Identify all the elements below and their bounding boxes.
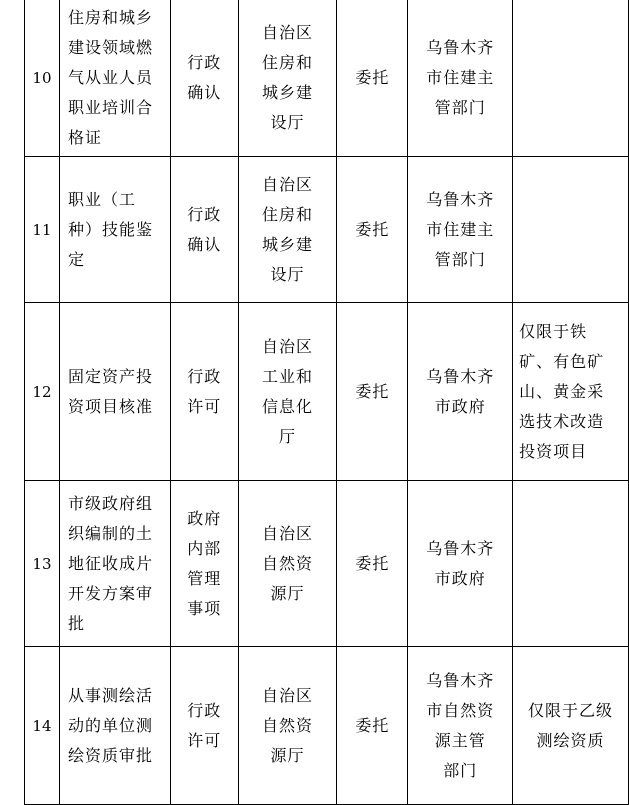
- table-row: [25, 647, 629, 805]
- remark: 仅限于铁 矿、有色矿 山、黄金采 选技术改造 投资项目: [513, 303, 629, 481]
- department: 自治区 住房和 城乡建 设厅: [238, 157, 337, 303]
- department: 自治区 住房和 城乡建 设厅: [238, 0, 337, 157]
- item-name: 住房和城乡 建设领域燃 气从业人员 职业培训合 格证: [59, 0, 170, 157]
- power-list-table: [24, 0, 629, 805]
- table-row: [25, 481, 629, 647]
- row-number: 10: [25, 0, 60, 157]
- receiving-body: 乌鲁木齐 市住建主 管部门: [408, 157, 513, 303]
- item-type: 行政 确认: [170, 157, 238, 303]
- remark: 仅限于乙级 测绘资质: [513, 647, 629, 805]
- item-name: 从事测绘活 动的单位测 绘资质审批: [59, 647, 170, 805]
- receiving-body: 乌鲁木齐 市自然资 源主管 部门: [408, 647, 513, 805]
- item-type: 行政 确认: [170, 0, 238, 157]
- item-name: 市级政府组 织编制的土 地征收成片 开发方案审 批: [59, 481, 170, 647]
- receiving-body: 乌鲁木齐 市政府: [408, 481, 513, 647]
- receiving-body: 乌鲁木齐 市住建主 管部门: [408, 0, 513, 157]
- remark: [513, 0, 629, 157]
- remark: [513, 157, 629, 303]
- item-type: 政府 内部 管理 事项: [170, 481, 238, 647]
- item-type: 行政 许可: [170, 303, 238, 481]
- row-number: 13: [25, 481, 60, 647]
- delegation-mode: 委托: [337, 157, 408, 303]
- item-type: 行政 许可: [170, 647, 238, 805]
- department: 自治区 自然资 源厅: [238, 481, 337, 647]
- delegation-mode: 委托: [337, 303, 408, 481]
- item-name: 职业（工 种）技能鉴 定: [59, 157, 170, 303]
- delegation-mode: 委托: [337, 481, 408, 647]
- delegation-mode: 委托: [337, 0, 408, 157]
- remark: [513, 481, 629, 647]
- receiving-body: 乌鲁木齐 市政府: [408, 303, 513, 481]
- row-number: 11: [25, 157, 60, 303]
- table-row: [25, 0, 629, 157]
- delegation-mode: 委托: [337, 647, 408, 805]
- row-number: 14: [25, 647, 60, 805]
- table-row: [25, 157, 629, 303]
- table-row: [25, 303, 629, 481]
- department: 自治区 工业和 信息化 厅: [238, 303, 337, 481]
- row-number: 12: [25, 303, 60, 481]
- department: 自治区 自然资 源厅: [238, 647, 337, 805]
- item-name: 固定资产投 资项目核准: [59, 303, 170, 481]
